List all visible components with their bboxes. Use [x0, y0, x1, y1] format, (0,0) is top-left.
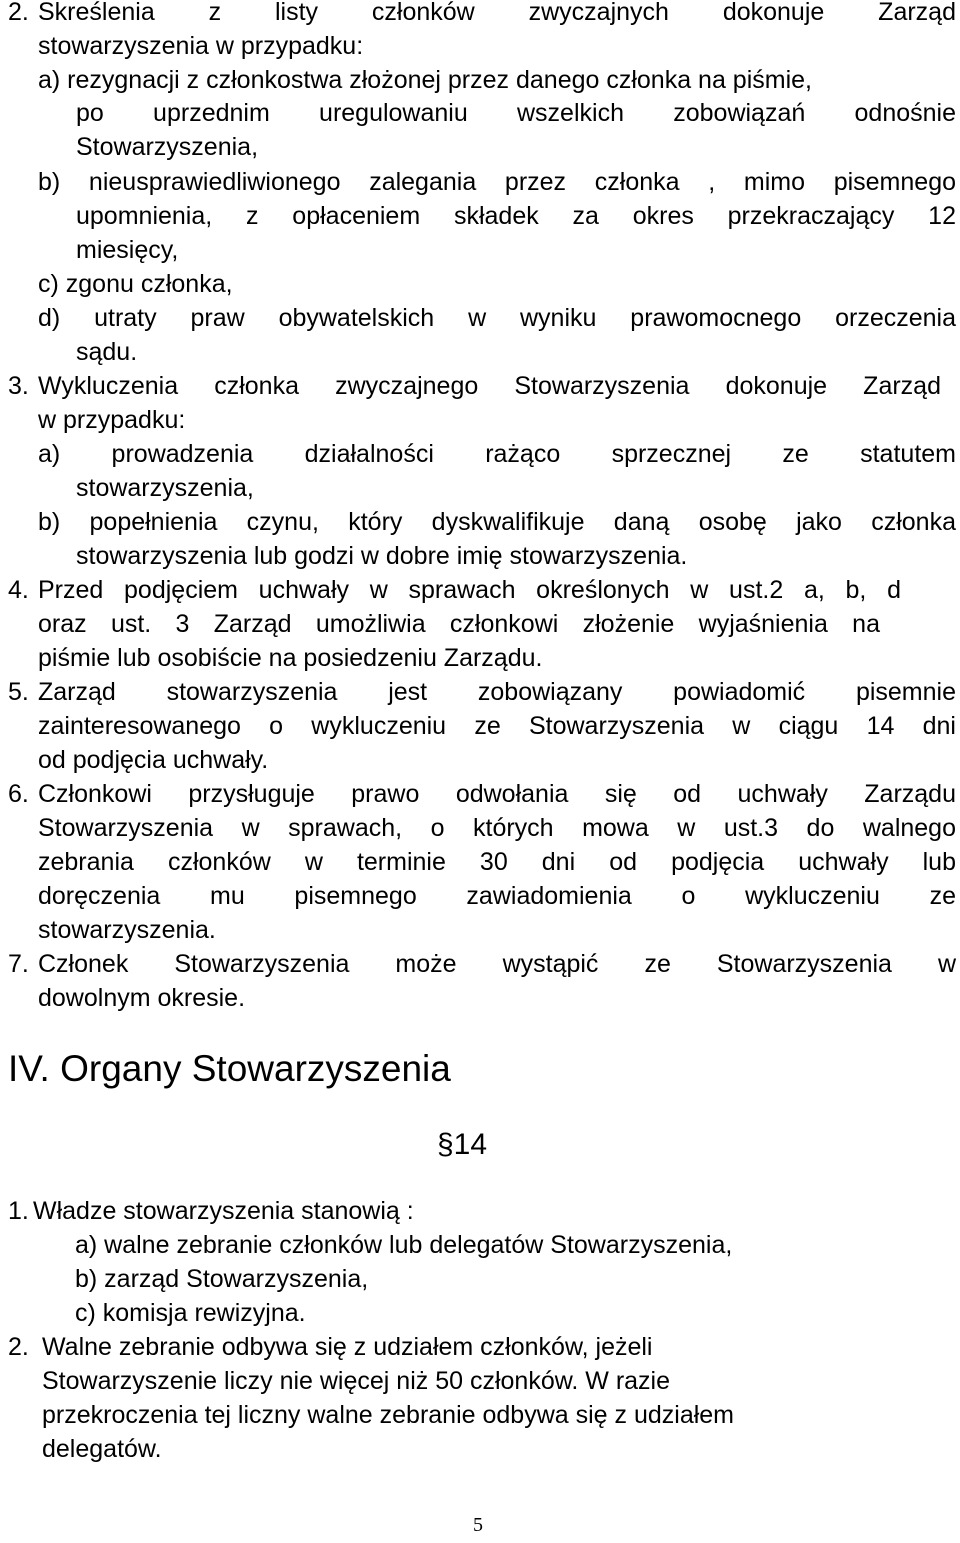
item-line: Zarząd stowarzyszenia jest zobowiązany powiadomić pisemnie: [38, 678, 956, 706]
item-line: Członkowi przysługuje prawo odwołania się od uchwały Zarządu: [38, 780, 956, 808]
subitem-line: a) rezygnacji z członkostwa złożonej przez danego członka na piśmie,: [38, 66, 812, 94]
item-line: piśmie lub osobiście na posiedzeniu Zarządu.: [38, 644, 543, 672]
item-line: Skreślenia z listy członków zwyczajnych dokonuje Zarząd: [38, 0, 956, 26]
item-line: przekroczenia tej liczny walne zebranie odbywa się z udziałem: [42, 1401, 735, 1429]
item-number: 1.: [8, 1197, 29, 1225]
subitem-line: stowarzyszenia lub godzi w dobre imię stowarzyszenia.: [76, 542, 688, 570]
item-line: w przypadku:: [38, 406, 186, 434]
paragraph-mark: §14: [437, 1128, 488, 1161]
subitem-line: b) popełnienia czynu, który dyskwalifikuje daną osobę jako członka: [38, 508, 956, 536]
subitem-line: a) walne zebranie członków lub delegatów Stowarzyszenia,: [75, 1231, 733, 1259]
item-number: 3.: [8, 372, 29, 400]
subitem-line: c) komisja rewizyjna.: [75, 1299, 306, 1327]
item-line: Stowarzyszenia w sprawach, o których mowa w ust.3 do walnego: [38, 814, 956, 842]
item-line: doręczenia mu pisemnego zawiadomienia o wykluczeniu ze: [38, 882, 956, 910]
item-line: stowarzyszenia w przypadku:: [38, 32, 364, 60]
item-line: Stowarzyszenie liczy nie więcej niż 50 członków. W razie: [42, 1367, 671, 1395]
page-number: 5: [473, 1514, 483, 1536]
item-line: dowolnym okresie.: [38, 984, 246, 1012]
subitem-line: b) zarząd Stowarzyszenia,: [75, 1265, 369, 1293]
subitem-line: d) utraty praw obywatelskich w wyniku prawomocnego orzeczenia: [38, 304, 956, 332]
item-line: Władze stowarzyszenia stanowią :: [33, 1197, 414, 1225]
item-line: zebrania członków w terminie 30 dni od podjęcia uchwały lub: [38, 848, 956, 876]
item-number: 2.: [8, 1333, 29, 1361]
chapter-heading: IV. Organy Stowarzyszenia: [8, 1048, 451, 1089]
item-number: 6.: [8, 780, 29, 808]
subitem-line: miesięcy,: [76, 236, 179, 264]
item-number: 5.: [8, 678, 29, 706]
item-line: delegatów.: [42, 1435, 162, 1463]
subitem-line: sądu.: [76, 338, 138, 366]
item-number: 4.: [8, 576, 29, 604]
item-line: oraz ust. 3 Zarząd umożliwia członkowi złożenie wyjaśnienia na: [38, 610, 880, 638]
item-line: Wykluczenia członka zwyczajnego Stowarzyszenia dokonuje Zarząd: [38, 372, 941, 400]
subitem-line: a) prowadzenia działalności rażąco sprzecznej ze statutem: [38, 440, 956, 468]
subitem-line: b) nieusprawiedliwionego zalegania przez członka , mimo pisemnego: [38, 168, 956, 196]
item-line: Członek Stowarzyszenia może wystąpić ze Stowarzyszenia w: [38, 950, 956, 978]
item-number: 7.: [8, 950, 29, 978]
item-line: Walne zebranie odbywa się z udziałem członków, jeżeli: [42, 1333, 653, 1361]
item-line: zainteresowanego o wykluczeniu ze Stowarzyszenia w ciągu 14 dni: [38, 712, 956, 740]
subitem-line: Stowarzyszenia,: [76, 133, 259, 161]
subitem-line: po uprzednim uregulowaniu wszelkich zobowiązań odnośnie: [76, 99, 956, 127]
item-line: stowarzyszenia.: [38, 916, 216, 944]
item-number: 2.: [8, 0, 29, 26]
item-line: Przed podjęciem uchwały w sprawach określonych w ust.2 a, b, d: [38, 576, 901, 604]
subitem-line: c) zgonu członka,: [38, 270, 233, 298]
item-line: od podjęcia uchwały.: [38, 746, 269, 774]
subitem-line: upomnienia, z opłaceniem składek za okres przekraczający 12: [76, 202, 956, 230]
subitem-line: stowarzyszenia,: [76, 474, 254, 502]
